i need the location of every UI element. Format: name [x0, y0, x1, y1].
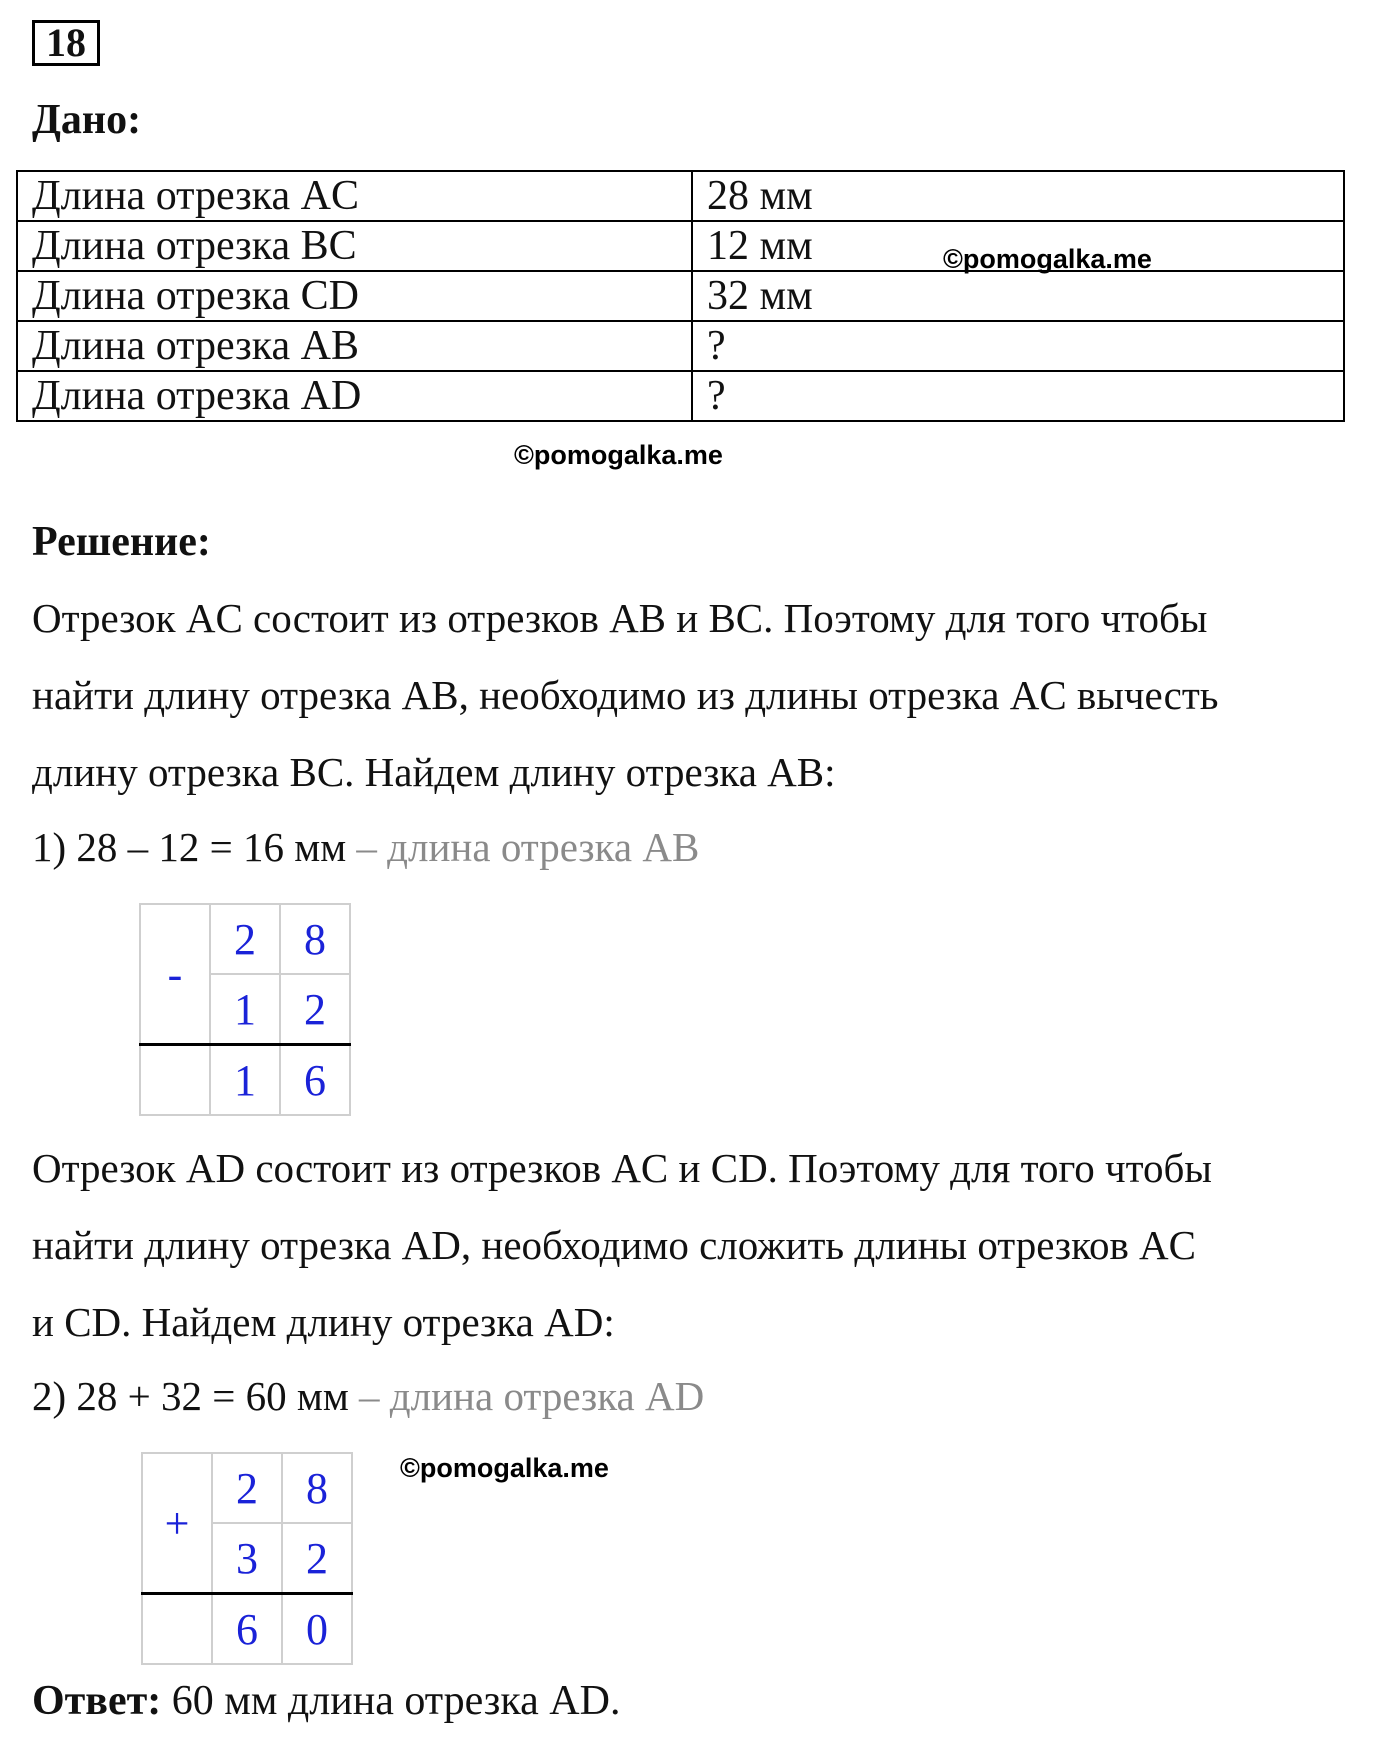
step-2 — [32, 1372, 704, 1420]
solution-heading: Решение: — [32, 519, 211, 565]
digit: 8 — [280, 904, 350, 974]
given-value: 32 мм — [692, 271, 1344, 321]
digit: 2 — [210, 904, 280, 974]
empty-cell — [140, 1045, 210, 1116]
given-table — [16, 170, 1345, 422]
text-line: и CD. Найдем длину отрезка AD: — [32, 1299, 615, 1345]
digit: 6 — [212, 1594, 282, 1665]
answer-text: 60 мм длина отрезка AD. — [161, 1678, 621, 1724]
digit: 3 — [212, 1523, 282, 1594]
given-label: Длина отрезка AD — [17, 371, 692, 421]
text-line: длину отрезка BC. Найдем длину отрезка AB: — [32, 749, 836, 795]
digit: 1 — [210, 974, 280, 1045]
table-row — [17, 371, 1344, 421]
given-label: Длина отрезка AC — [17, 171, 692, 221]
watermark: ©pomogalka.me — [400, 1453, 609, 1483]
text-line: Отрезок AD состоит из отрезков AC и CD. Поэтому для того чтобы — [32, 1145, 1212, 1191]
given-heading: Дано: — [32, 97, 142, 143]
solution-paragraph-2 — [32, 1130, 1352, 1361]
step-note: – длина отрезка AD — [348, 1373, 705, 1419]
subtraction-column — [139, 903, 351, 1116]
given-label: Длина отрезка BC — [17, 221, 692, 271]
digit: 6 — [280, 1045, 350, 1116]
digit: 2 — [280, 974, 350, 1045]
step-expression: 2) 28 + 32 = 60 мм — [32, 1373, 349, 1419]
empty-cell — [142, 1594, 212, 1665]
step-note: – длина отрезка AB — [346, 824, 700, 870]
given-value: ? — [692, 321, 1344, 371]
text-line: найти длину отрезка AD, необходимо сложить длины отрезков AC — [32, 1222, 1197, 1268]
digit: 1 — [210, 1045, 280, 1116]
given-value: 28 мм — [692, 171, 1344, 221]
task-number: 18 — [32, 20, 100, 66]
given-value: 12 мм — [692, 221, 1344, 271]
table-row — [17, 321, 1344, 371]
given-label: Длина отрезка AB — [17, 321, 692, 371]
plus-sign: + — [142, 1453, 212, 1594]
digit: 8 — [282, 1453, 352, 1523]
digit: 2 — [212, 1453, 282, 1523]
minus-sign: - — [140, 904, 210, 1045]
solution-paragraph-1 — [32, 580, 1352, 811]
table-row — [17, 271, 1344, 321]
step-expression: 1) 28 – 12 = 16 мм — [32, 824, 347, 870]
digit: 0 — [282, 1594, 352, 1665]
text-line: Отрезок AC состоит из отрезков AB и BC. Поэтому для того чтобы — [32, 595, 1208, 641]
given-label: Длина отрезка CD — [17, 271, 692, 321]
given-value: ? — [692, 371, 1344, 421]
step-1 — [32, 823, 699, 871]
watermark: ©pomogalka.me — [514, 440, 723, 470]
table-row — [17, 171, 1344, 221]
watermark: ©pomogalka.me — [943, 244, 1152, 274]
answer — [32, 1677, 620, 1725]
digit: 2 — [282, 1523, 352, 1594]
text-line: найти длину отрезка AB, необходимо из длины отрезка AC вычесть — [32, 672, 1219, 718]
addition-column — [141, 1452, 353, 1665]
answer-label: Ответ: — [32, 1678, 162, 1724]
